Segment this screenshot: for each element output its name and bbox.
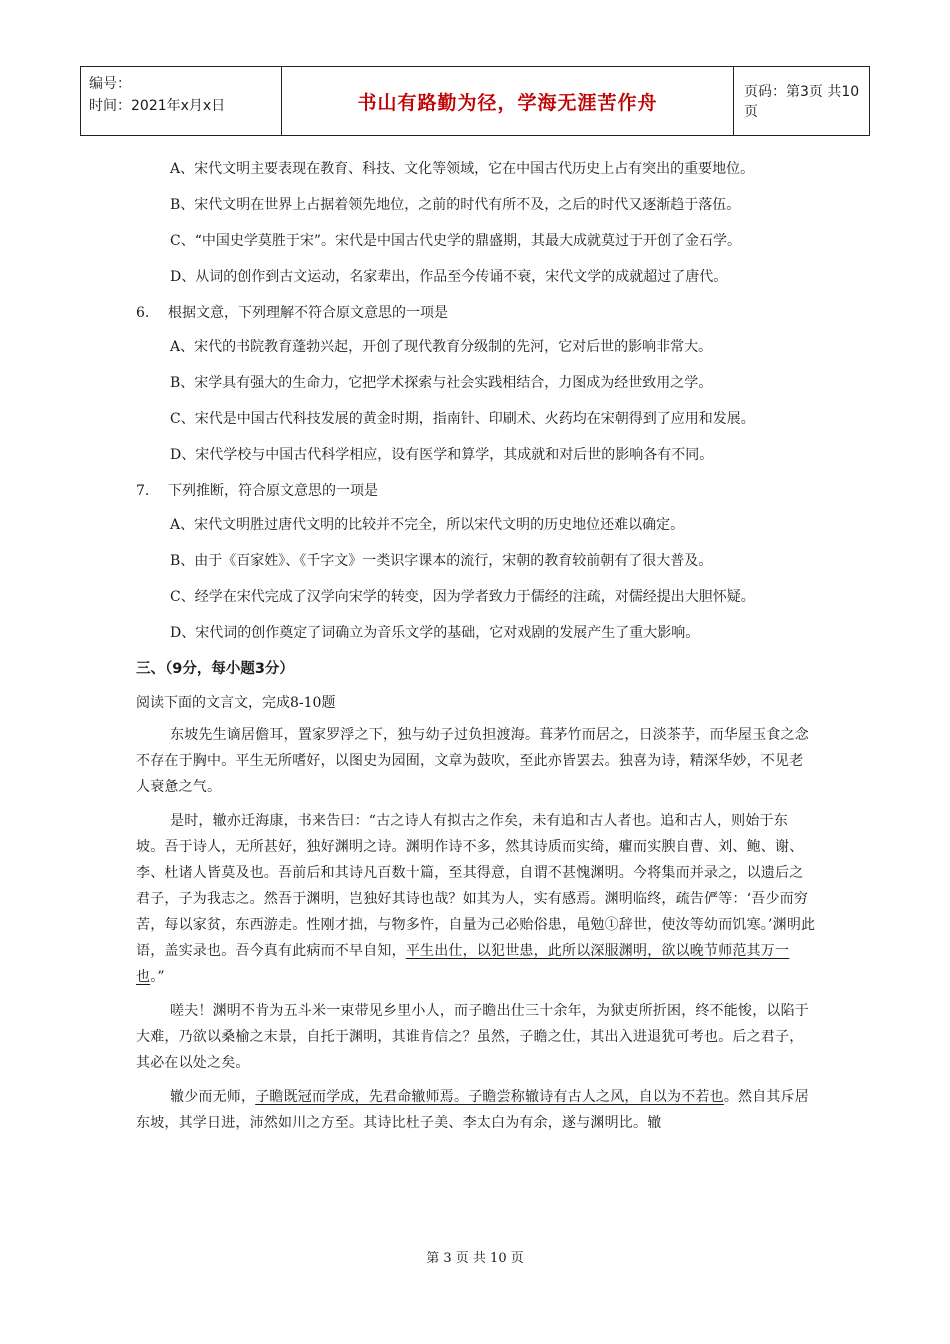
passage-text: 辙少而无师，	[170, 1089, 256, 1105]
q5-option-c: C、“中国史学莫胜于宋”。宋代是中国古代史学的鼎盛期，其最大成就莫过于开创了金石学。	[170, 233, 742, 249]
q5-option-b: B、宋代文明在世界上占据着领先地位，之前的时代有所不及，之后的时代又逐渐趋于落伍。	[170, 197, 741, 213]
q6-option-b: B、宋学具有强大的生命力，它把学术探索与社会实践相结合，力图成为经世致用之学。	[170, 375, 713, 391]
header-table	[80, 66, 870, 136]
q7-option-c: C、经学在宋代完成了汉学向宋学的转变，因为学者致力于儒经的注疏，对儒经提出大胆怀疑。	[170, 589, 755, 605]
q5-option-a: A、宋代文明主要表现在教育、科技、文化等领域，它在中国古代历史上占有突出的重要地位。	[170, 161, 755, 177]
passage-paragraph-1: 东坡先生谪居儋耳，置家罗浮之下，独与幼子过负担渡海。葺茅竹而居之，日淡茶芋，而华屋玉食之念不存在于胸中。平生无所嗜好，以图史为园囿，文章为鼓吹，至此亦皆罢去。独喜为诗，精深华妙，不见老人衰惫之气。	[136, 727, 809, 795]
passage-paragraph-4	[136, 1084, 816, 1136]
passage-paragraph-2	[136, 808, 816, 990]
passage-text: 是时，辙亦迁海康，书来告曰：“古之诗人有拟古之作矣，未有追和古人者也。追和古人，则始于东坡。吾于诗人，无所甚好，独好渊明之诗。渊明作诗不多，然其诗质而实绮，癯而实腴自曹、刘、鲍、谢、李、杜诸人皆莫及也。吾前后和其诗凡百数十篇，至其得意，自谓不甚愧渊明。今将集而并录之，以遗后之君子，子为我志之。然吾于渊明，岂独好其诗也哉？如其为人，实有感焉。渊明临终，疏告俨等：‘吾少而穷苦，每以家贫，东西游走。性刚才拙，与物多忤，自量为己必贻俗患，黾勉①辞世，使汝等幼而饥寒。’渊明此语，盖实录也。吾今真有此病而不早自知，	[136, 813, 816, 959]
question-text: 根据文意，下列理解不符合原文意思的一项是	[168, 305, 448, 321]
header-motto-cell	[282, 67, 734, 135]
number-label: 编号：	[89, 76, 131, 92]
passage-text: 。”	[150, 969, 165, 985]
question-7	[136, 478, 816, 504]
question-text: 下列推断，符合原文意思的一项是	[168, 483, 378, 499]
page-footer: 第 3 页 共 10 页	[426, 1251, 524, 1266]
q6-option-d: D、宋代学校与中国古代科学相应，设有医学和算学，其成就和对后世的影响各有不同。	[170, 447, 714, 463]
q6-option-c: C、宋代是中国古代科技发展的黄金时期，指南针、印刷术、火药均在宋朝得到了应用和发展。	[170, 411, 755, 427]
passage-text: 。然自其斥居东坡，其学日进，沛然如川之方至。其诗比杜子美、李太白为有余，遂与渊明比。辙	[136, 1089, 810, 1131]
time-label: 时间：2021年x月x日	[89, 98, 226, 114]
q5-option-d: D、从词的创作到古文运动，名家辈出，作品至今传诵不衰，宋代文学的成就超过了唐代。	[170, 269, 728, 285]
q7-option-a: A、宋代文明胜过唐代文明的比较并不完全，所以宋代文明的历史地位还难以确定。	[170, 517, 685, 533]
q7-option-d: D、宋代词的创作奠定了词确立为音乐文学的基础，它对戏剧的发展产生了重大影响。	[170, 625, 700, 641]
underlined-sentence: 平生出仕，以犯世患，此所以深服渊明，欲以晚节师范其万一也	[136, 943, 790, 985]
header-page-cell	[734, 67, 869, 135]
section-3-title: 三、（9分，每小题3分）	[136, 661, 294, 677]
section-3-intro: 阅读下面的文言文，完成8-10题	[136, 695, 336, 711]
q7-option-b: B、由于《百家姓》、《千字文》一类识字课本的流行，宋朝的教育较前朝有了很大普及。	[170, 553, 713, 569]
header-meta-cell	[81, 67, 282, 135]
question-6	[136, 300, 816, 326]
question-number: 6.	[136, 305, 150, 321]
passage-paragraph-3: 嗟夫！渊明不肯为五斗米一束带见乡里小人，而子瞻出仕三十余年，为狱吏所折困，终不能悛，以陷于大难，乃欲以桑榆之末景，自托于渊明，其谁肯信之？虽然，子瞻之仕，其出入进退犹可考也。后之君子，其必在以处之矣。	[136, 1003, 809, 1071]
underlined-sentence: 子瞻既冠而学成，先君命辙师焉。子瞻尝称辙诗有古人之风，自以为不若也	[255, 1089, 724, 1105]
q6-option-a: A、宋代的书院教育蓬勃兴起，开创了现代教育分级制的先河，它对后世的影响非常大。	[170, 339, 713, 355]
page-label: 页码：第3页 共10页	[744, 84, 860, 120]
question-number: 7.	[136, 483, 150, 499]
document-body	[136, 156, 816, 1144]
motto-text: 书山有路勤为径，学海无涯苦作舟	[357, 91, 658, 114]
